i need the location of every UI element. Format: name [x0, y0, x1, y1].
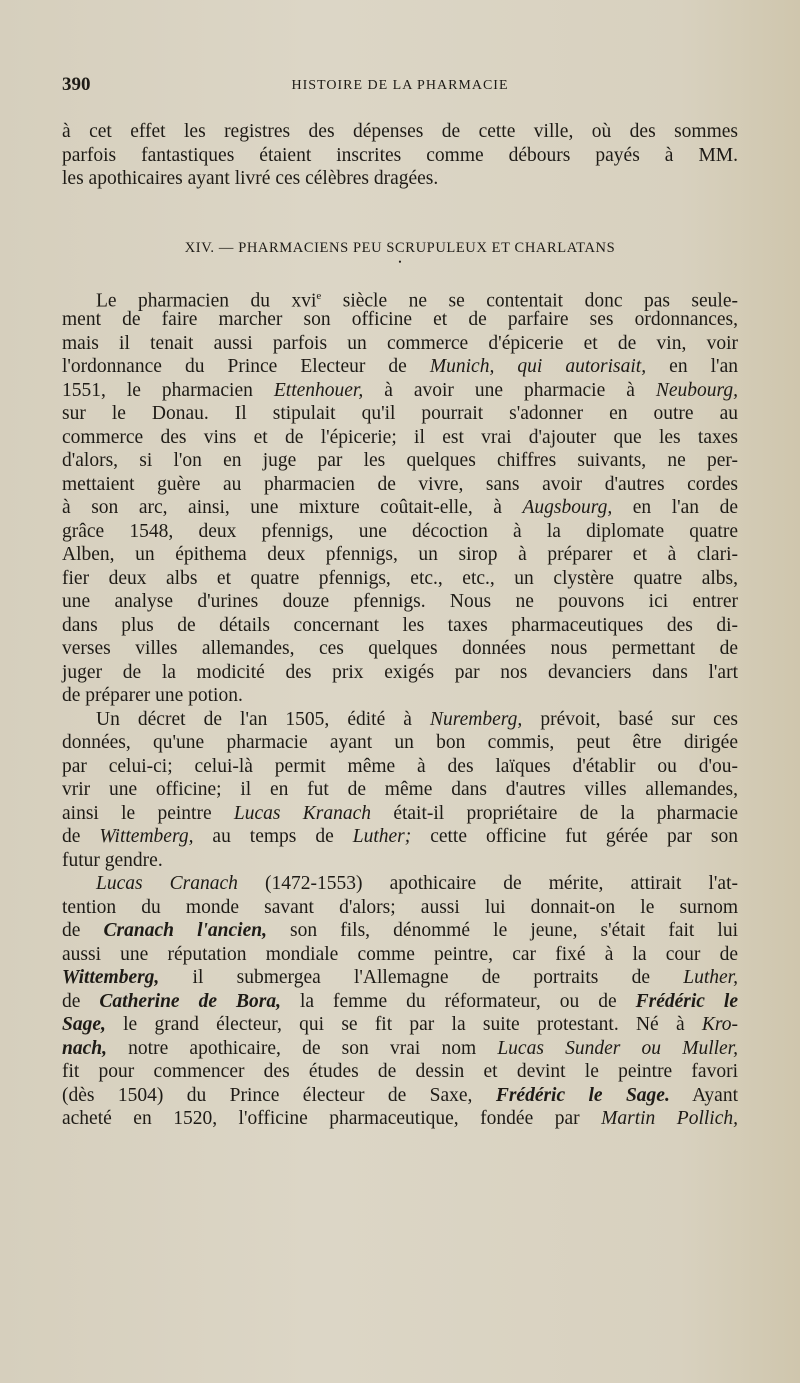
page-number: 390 — [62, 74, 91, 95]
p1-line-4 — [62, 355, 738, 379]
text: à son arc, ainsi, une mixture coûtait-elle, à — [62, 497, 523, 518]
text: de — [62, 990, 100, 1012]
p3-line-4: aussi une réputation mondiale comme peintre, car fixé à la cour de — [62, 943, 738, 965]
p1-line-8: d'alors, si l'on en juge par les quelques chiffres suivants, ne per- — [62, 450, 738, 471]
p3-line-6 — [62, 990, 738, 1014]
text: ainsi le peintre — [62, 802, 234, 824]
p2-line-6 — [62, 825, 738, 849]
text: l'ordonnance du Prince Electeur de — [62, 356, 430, 377]
p2-line-5 — [62, 802, 738, 826]
italic-text: Wittemberg, — [62, 967, 160, 988]
italic-text: Catherine de Bora, — [99, 990, 281, 1012]
intro-line: les apothicaires ayant livré ces célèbres dragées. — [62, 168, 439, 189]
italic-text: Kro- — [701, 1014, 738, 1035]
italic-text: Luther, — [683, 967, 738, 988]
p1-line-5 — [62, 379, 738, 403]
text: acheté en 1520, l'officine pharmaceutique, fondée par — [62, 1108, 602, 1129]
p3-line-11 — [62, 1107, 738, 1131]
text: en l'an de — [612, 497, 738, 518]
italic-text: Ettenhouer, — [273, 379, 364, 401]
italic-text: Wittemberg, — [99, 826, 194, 847]
p1-line-15: dans plus de détails concernant les taxes pharmaceutiques des di- — [62, 614, 738, 636]
italic-text: Frédéric le Sage. — [495, 1084, 670, 1106]
p2-line-1 — [62, 708, 738, 732]
p2-line-3: par celui-ci; celui-là permit même à des laïques d'établir ou d'ou- — [62, 755, 738, 777]
p1-line-16: verses villes allemandes, ces quelques données nous permettant de — [62, 638, 738, 659]
p3-line-2: tention du monde savant d'alors; aussi lui donnait-on le surnom — [62, 896, 738, 918]
text: à avoir une pharmacie à — [363, 379, 656, 401]
p3-line-7 — [62, 1013, 738, 1037]
text: Le pharmacien du xvi — [96, 290, 317, 311]
text: il submergea l'Allemagne de portraits de — [159, 967, 684, 988]
superscript: e — [316, 289, 322, 302]
text: la femme du réformateur, ou de — [280, 990, 636, 1012]
italic-text: Augsbourg, — [522, 497, 613, 518]
intro-line: parfois fantastiques étaient inscrites comme débours payés à MM. — [62, 144, 738, 166]
p1-line-7: commerce des vins et de l'épicerie; il est vrai d'ajouter que les taxes — [62, 426, 738, 448]
p1-line-14: une analyse d'urines douze pfennigs. Nous ne pouvons ici entrer — [62, 591, 738, 612]
italic-text: Munich, qui autorisait, — [429, 356, 647, 377]
section-title: XIV. — PHARMACIENS PEU SCRUPULEUX ET CHARLATANS — [184, 239, 616, 256]
p2-line-7: futur gendre. — [62, 849, 163, 871]
italic-text: Cranach l'ancien, — [103, 920, 267, 941]
text: cette officine fut gérée par son — [411, 826, 739, 847]
p3-line-9: fit pour commencer des études de dessin et devint le peintre favori — [62, 1061, 738, 1082]
text: était-il propriétaire de la pharmacie — [371, 802, 738, 824]
p1-line-17: juger de la modicité des prix exigés par nos devanciers dans l'art — [62, 661, 738, 683]
text: 1551, le pharmacien — [62, 379, 274, 401]
spacer — [62, 271, 738, 285]
text: Un décret de l'an 1505, édité à — [96, 708, 431, 730]
italic-text: Luther; — [352, 826, 412, 847]
p3-line-3 — [62, 919, 738, 943]
text: de — [62, 920, 104, 941]
p1-line-1 — [62, 285, 738, 309]
text: de — [62, 826, 100, 847]
italic-text: Lucas Kranach — [233, 802, 372, 824]
text: (dès 1504) du Prince électeur de Saxe, — [62, 1084, 496, 1106]
p3-line-10 — [62, 1084, 738, 1108]
p2-line-4: vrir une officine; il en fut de même dans d'autres villes allemandes, — [62, 779, 738, 800]
p2-line-2: données, qu'une pharmacie ayant un bon commis, peut être dirigée — [62, 732, 738, 753]
p1-line-10 — [62, 496, 738, 520]
text: siècle ne se contentait donc pas seule- — [321, 290, 738, 311]
body-text — [62, 120, 738, 1131]
italic-text: nach, — [62, 1037, 107, 1059]
italic-text: Nuremberg, — [430, 708, 523, 730]
page-header — [62, 74, 738, 102]
text: au temps de — [193, 826, 353, 847]
p1-line-11: grâce 1548, deux pfennigs, une décoction à la diplomate quatre — [62, 520, 738, 542]
text: (1472-1553) apothicaire de mérite, attirait l'at- — [237, 873, 738, 894]
intro-line: à cet effet les registres des dépenses de cette ville, où des sommes — [62, 121, 738, 142]
text: en l'an — [646, 356, 738, 377]
italic-text: Lucas Cranach — [96, 873, 238, 894]
p1-line-18: de préparer une potion. — [62, 685, 243, 706]
p1-line-3: mais il tenait aussi parfois un commerce d'épicerie et de vin, voir — [62, 332, 738, 354]
p1-line-6: sur le Donau. Il stipulait qu'il pourrait s'adonner en outre au — [62, 403, 738, 424]
p1-line-2: ment de faire marcher son officine et de parfaire ses ordonnances, — [62, 309, 738, 330]
p1-line-12: Alben, un épithema deux pfennigs, un sirop à préparer et à clari- — [62, 544, 738, 565]
italic-text: Neubourg, — [655, 379, 739, 401]
text: notre apothicaire, de son vrai nom — [106, 1037, 498, 1059]
text: son fils, dénommé le jeune, s'était fait lui — [266, 920, 739, 941]
running-title: HISTOIRE DE LA PHARMACIE — [291, 78, 509, 93]
italic-text: Martin Pollich, — [601, 1108, 738, 1129]
p1-line-13: fier deux albs et quatre pfennigs, etc., etc., un clystère quatre albs, — [62, 567, 738, 589]
italic-text: Sage, — [62, 1014, 106, 1035]
italic-text: Lucas Sunder ou Muller, — [497, 1037, 738, 1059]
text: Ayant — [669, 1084, 738, 1106]
p3-line-1 — [62, 872, 738, 896]
p1-line-9: mettaient guère au pharmacien de vivre, sans avoir d'autres cordes — [62, 473, 738, 495]
section-bullet: • — [398, 256, 402, 267]
text: prévoit, basé sur ces — [522, 708, 738, 730]
p3-line-5 — [62, 966, 738, 990]
italic-text: Frédéric le — [635, 990, 739, 1012]
p3-line-8 — [62, 1037, 738, 1061]
text: le grand électeur, qui se fit par la suite protestant. Né à — [105, 1014, 702, 1035]
